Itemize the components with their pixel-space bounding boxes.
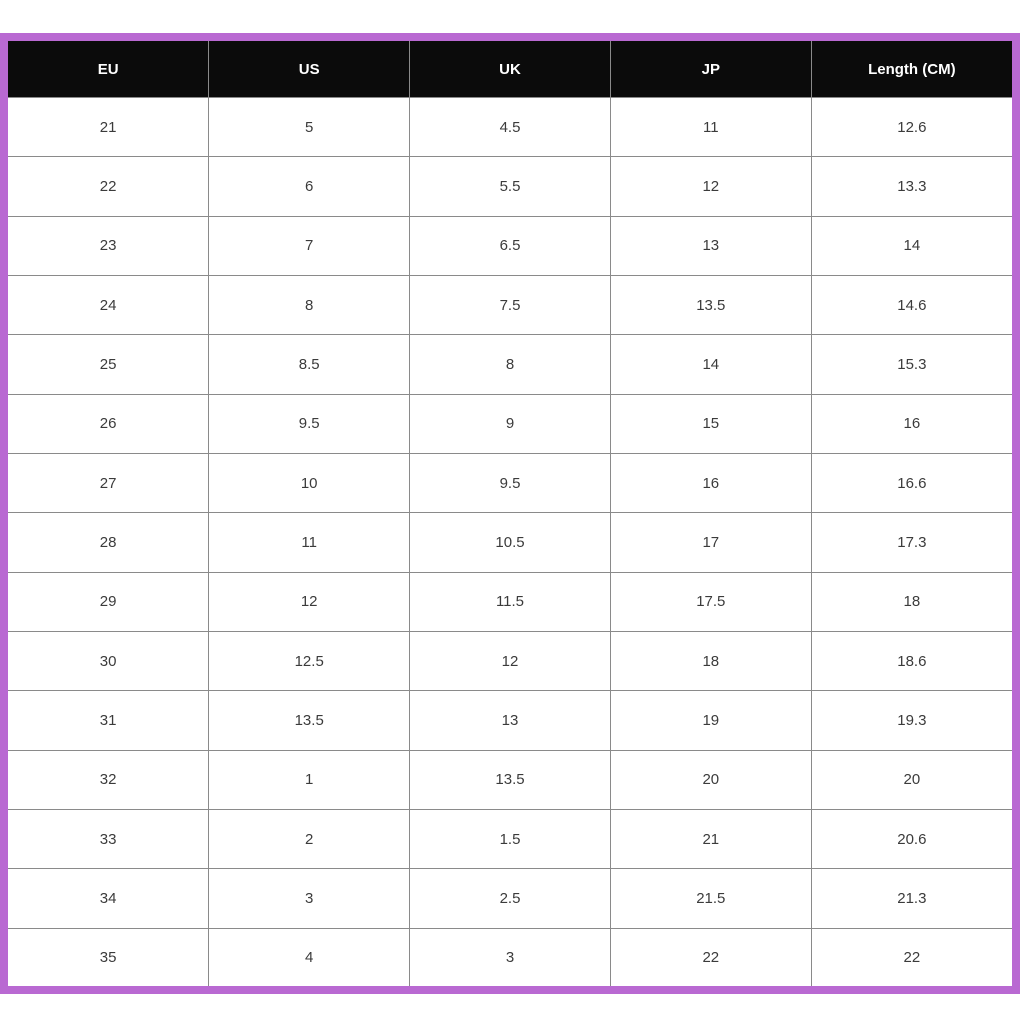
table-cell: 35 bbox=[8, 928, 209, 986]
table-cell: 2 bbox=[209, 809, 410, 868]
table-cell: 6 bbox=[209, 157, 410, 216]
table-cell: 20.6 bbox=[811, 809, 1012, 868]
column-header-uk: UK bbox=[410, 41, 611, 98]
table-cell: 34 bbox=[8, 869, 209, 928]
table-cell: 6.5 bbox=[410, 216, 611, 275]
column-header-eu: EU bbox=[8, 41, 209, 98]
table-cell: 24 bbox=[8, 275, 209, 334]
table-cell: 15 bbox=[610, 394, 811, 453]
table-cell: 16 bbox=[811, 394, 1012, 453]
table-cell: 29 bbox=[8, 572, 209, 631]
table-cell: 19 bbox=[610, 691, 811, 750]
table-cell: 16.6 bbox=[811, 453, 1012, 512]
table-cell: 14.6 bbox=[811, 275, 1012, 334]
table-cell: 33 bbox=[8, 809, 209, 868]
table-cell: 18 bbox=[811, 572, 1012, 631]
table-cell: 21.5 bbox=[610, 869, 811, 928]
table-cell: 9.5 bbox=[410, 453, 611, 512]
table-row bbox=[8, 809, 1012, 868]
table-row bbox=[8, 453, 1012, 512]
size-chart-frame bbox=[0, 33, 1020, 994]
table-cell: 8 bbox=[410, 335, 611, 394]
table-row bbox=[8, 750, 1012, 809]
table-cell: 30 bbox=[8, 631, 209, 690]
table-cell: 5 bbox=[209, 98, 410, 157]
table-cell: 11 bbox=[209, 513, 410, 572]
size-chart-table bbox=[8, 41, 1012, 986]
table-row bbox=[8, 98, 1012, 157]
table-cell: 13.3 bbox=[811, 157, 1012, 216]
table-cell: 3 bbox=[410, 928, 611, 986]
table-cell: 20 bbox=[811, 750, 1012, 809]
table-row bbox=[8, 631, 1012, 690]
table-cell: 17.5 bbox=[610, 572, 811, 631]
table-cell: 10 bbox=[209, 453, 410, 512]
table-cell: 3 bbox=[209, 869, 410, 928]
table-header bbox=[8, 41, 1012, 98]
table-cell: 12 bbox=[610, 157, 811, 216]
table-cell: 21 bbox=[8, 98, 209, 157]
table-cell: 11.5 bbox=[410, 572, 611, 631]
column-header-us: US bbox=[209, 41, 410, 98]
table-cell: 18.6 bbox=[811, 631, 1012, 690]
column-header-length-cm: Length (CM) bbox=[811, 41, 1012, 98]
table-cell: 1.5 bbox=[410, 809, 611, 868]
table-cell: 14 bbox=[610, 335, 811, 394]
table-cell: 13 bbox=[410, 691, 611, 750]
table-cell: 8.5 bbox=[209, 335, 410, 394]
table-cell: 10.5 bbox=[410, 513, 611, 572]
table-cell: 21.3 bbox=[811, 869, 1012, 928]
table-row bbox=[8, 572, 1012, 631]
table-cell: 9 bbox=[410, 394, 611, 453]
table-cell: 1 bbox=[209, 750, 410, 809]
table-cell: 12.5 bbox=[209, 631, 410, 690]
table-cell: 13.5 bbox=[410, 750, 611, 809]
table-row bbox=[8, 275, 1012, 334]
table-cell: 13 bbox=[610, 216, 811, 275]
table-row bbox=[8, 513, 1012, 572]
table-cell: 13.5 bbox=[209, 691, 410, 750]
table-cell: 14 bbox=[811, 216, 1012, 275]
table-cell: 7 bbox=[209, 216, 410, 275]
table-cell: 27 bbox=[8, 453, 209, 512]
table-cell: 32 bbox=[8, 750, 209, 809]
column-header-jp: JP bbox=[610, 41, 811, 98]
header-row bbox=[8, 41, 1012, 98]
table-cell: 31 bbox=[8, 691, 209, 750]
table-cell: 4.5 bbox=[410, 98, 611, 157]
table-row bbox=[8, 691, 1012, 750]
table-cell: 8 bbox=[209, 275, 410, 334]
table-cell: 19.3 bbox=[811, 691, 1012, 750]
table-cell: 13.5 bbox=[610, 275, 811, 334]
table-cell: 21 bbox=[610, 809, 811, 868]
table-row bbox=[8, 394, 1012, 453]
table-row bbox=[8, 869, 1012, 928]
table-cell: 18 bbox=[610, 631, 811, 690]
table-cell: 2.5 bbox=[410, 869, 611, 928]
table-cell: 22 bbox=[8, 157, 209, 216]
table-cell: 5.5 bbox=[410, 157, 611, 216]
table-cell: 12 bbox=[410, 631, 611, 690]
table-row bbox=[8, 157, 1012, 216]
table-cell: 12.6 bbox=[811, 98, 1012, 157]
table-body bbox=[8, 98, 1012, 987]
table-cell: 17.3 bbox=[811, 513, 1012, 572]
table-cell: 25 bbox=[8, 335, 209, 394]
table-cell: 11 bbox=[610, 98, 811, 157]
table-cell: 15.3 bbox=[811, 335, 1012, 394]
table-cell: 9.5 bbox=[209, 394, 410, 453]
table-cell: 7.5 bbox=[410, 275, 611, 334]
table-cell: 26 bbox=[8, 394, 209, 453]
table-cell: 17 bbox=[610, 513, 811, 572]
table-cell: 22 bbox=[610, 928, 811, 986]
table-cell: 28 bbox=[8, 513, 209, 572]
table-cell: 16 bbox=[610, 453, 811, 512]
table-row bbox=[8, 928, 1012, 986]
table-cell: 4 bbox=[209, 928, 410, 986]
table-cell: 12 bbox=[209, 572, 410, 631]
table-row bbox=[8, 216, 1012, 275]
table-row bbox=[8, 335, 1012, 394]
table-cell: 23 bbox=[8, 216, 209, 275]
table-cell: 22 bbox=[811, 928, 1012, 986]
table-cell: 20 bbox=[610, 750, 811, 809]
